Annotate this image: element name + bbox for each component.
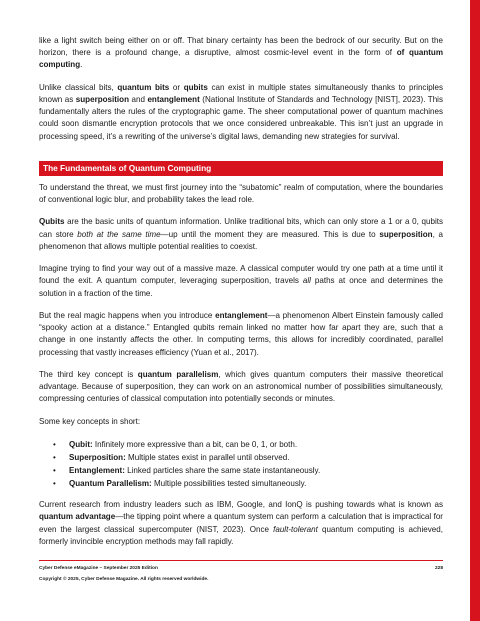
key-concepts-list — [39, 438, 443, 490]
text-span: , a phenomenon that allows multiple potential realities to coexist. — [39, 229, 443, 251]
bullet-icon: • — [53, 479, 56, 489]
footer-row — [39, 564, 443, 573]
text-span: Linked particles share the same state instantaneously. — [124, 466, 321, 476]
italic-text: both at the same time — [77, 229, 161, 239]
text-span: —up until the moment they are measured. This is due to — [160, 229, 380, 239]
paragraph — [39, 499, 443, 548]
text-span: like a light switch being either on or off. That binary certainty has been the bedrock of our security. But on the horizon, there is a profound change, a disruptive, almost cosmic-level event in the form of — [39, 36, 443, 58]
paragraph — [39, 263, 443, 300]
bullet-icon: • — [53, 466, 56, 476]
bullet-icon: • — [53, 453, 56, 463]
red-edge-bar — [470, 0, 480, 621]
bold-term: superposition — [379, 229, 433, 239]
copyright-notice: Copyright © 2025, Cyber Defense Magazine. All rights reserved worldwide. — [39, 577, 209, 582]
paragraph — [39, 35, 443, 72]
text-span: Multiple states exist in parallel until observed. — [125, 453, 290, 463]
text-span: quantum computing is achieved, formerly invincible encryption methods may fall rapidly. — [39, 524, 443, 546]
bold-term: of quantum computing — [39, 48, 444, 70]
text-span: (National Institute of Standards and Technology [NIST], 2023). This fundamentally alters the rules of the cryptographic game. The sheer computational power of quantum machines could soon dismantle encryption protocols that we once considered unbreakable. This isn’t just an upgrade in processing speed, it’s a rewriting of the universe’s digital laws, demanding new strategies for survival. — [39, 95, 443, 141]
list-item — [53, 438, 443, 451]
bold-term: Entanglement: — [69, 466, 125, 476]
text-span: The third key concept is — [39, 370, 138, 379]
paragraph: To understand the threat, we must first journey into the “subatomic” realm of computation, where the boundaries of conventional logic blur, and probability takes the lead role. — [39, 182, 443, 205]
text-span: paths at once and determines the solution in a fraction of the time. — [39, 276, 443, 298]
bold-term: quantum bits — [117, 82, 170, 92]
text-span: Unlike classical bits, — [39, 82, 118, 92]
footer-divider — [39, 560, 443, 561]
text-span: can exist in multiple states simultaneously thanks to principles known as — [39, 82, 443, 104]
list-item — [53, 464, 443, 477]
bold-term: Qubit: — [69, 440, 93, 450]
text-span: Imagine trying to find your way out of a massive maze. A classical computer would try one path at a time until it found the exit. A quantum computer, leveraging superposition, travels — [39, 264, 443, 286]
text-span: and — [128, 95, 148, 104]
edition-label: Cyber Defense eMagazine – September 2025 Edition — [39, 566, 158, 571]
bold-term: quantum advantage — [39, 512, 116, 522]
italic-text: fault-tolerant — [273, 524, 318, 534]
bold-term: qubits — [183, 82, 208, 92]
text-span: —a phenomenon Albert Einstein famously called “spooky action at a distance.” Entangled qubits remain linked no matter how far apart they are, such that a change in one instantly affects the other. In computing terms, this allows for incredibly coordinated, parallel processing that vastly increases efficiency (Yuan et al., 2017). — [39, 311, 443, 357]
page-footer — [39, 560, 443, 584]
bold-term: entanglement — [147, 95, 200, 104]
text-span: Current research from industry leaders such as IBM, Google, and IonQ is pushing towards what is known as — [39, 500, 443, 510]
text-span: , which gives quantum computers their massive theoretical advantage. Because of superposition, they can work on an astronomical number of possibilities simultaneously, compressing centuries of classical computation into potentially seconds or minutes. — [39, 370, 443, 404]
section-heading: The Fundamentals of Quantum Computing — [39, 161, 443, 176]
paragraph — [39, 369, 443, 406]
bold-term: entanglement — [215, 311, 268, 320]
bold-term: quantum parallelism — [137, 370, 219, 379]
paragraph — [39, 216, 443, 253]
text-span: or — [169, 82, 184, 92]
text-span: are the basic units of quantum information. Unlike traditional bits, which can only store a 1 or a 0, qubits can store — [39, 217, 443, 239]
list-item — [53, 477, 443, 490]
text-span: . — [80, 60, 83, 70]
text-span: Multiple possibilities tested simultaneously. — [151, 479, 307, 489]
bullet-icon: • — [53, 440, 56, 450]
paragraph — [39, 310, 443, 359]
paragraph: Some key concepts in short: — [39, 416, 141, 426]
article-body — [39, 35, 443, 558]
page-number: 228 — [434, 566, 443, 571]
text-span: —the tipping point where a quantum system can perform a calculation that is impractical for even the largest classical supercomputer (NIST, 2023). Once — [39, 512, 443, 534]
bold-term: superposition — [75, 95, 129, 104]
text-span: But the real magic happens when you introduce — [39, 311, 216, 320]
list-item — [53, 451, 443, 464]
text-span: Infinitely more expressive than a bit, can be 0, 1, or both. — [92, 440, 298, 450]
bold-term: Qubits — [39, 217, 65, 227]
paragraph — [39, 82, 443, 143]
bold-term: Superposition: — [69, 453, 126, 463]
italic-text: all — [302, 276, 311, 286]
bold-term: Quantum Parallelism: — [69, 479, 152, 489]
